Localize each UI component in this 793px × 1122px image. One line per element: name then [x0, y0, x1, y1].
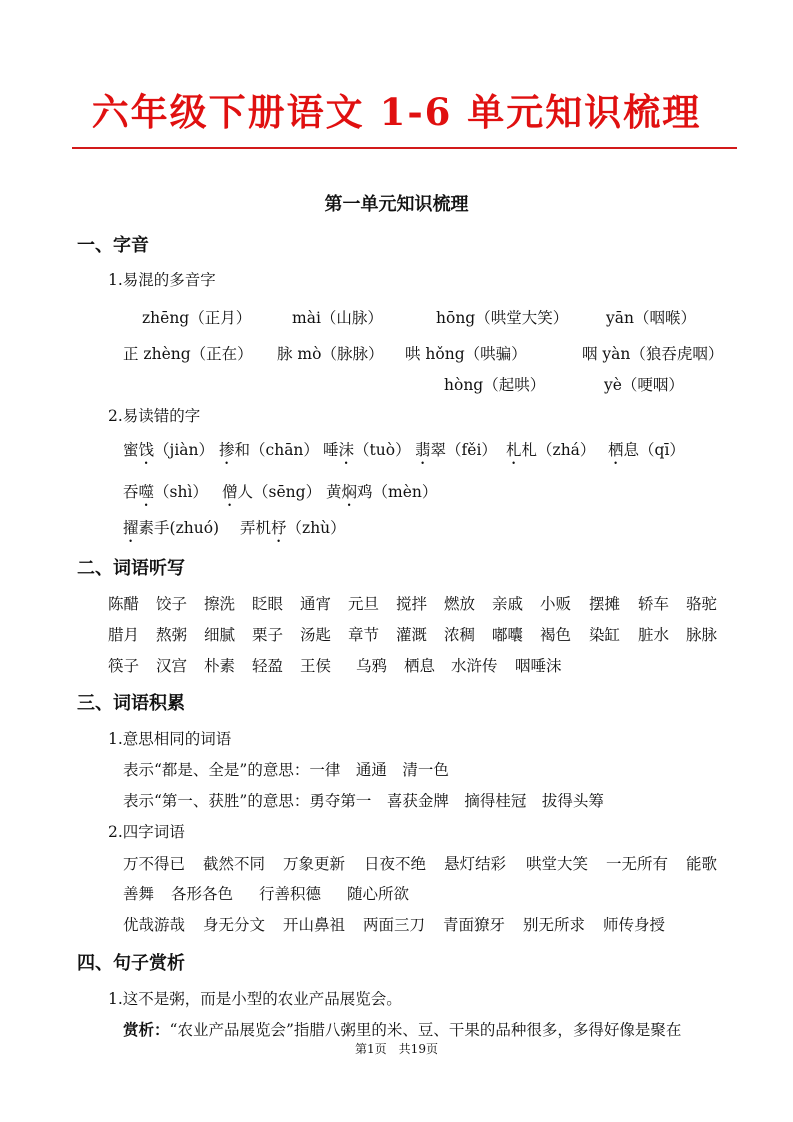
misread-entry [219, 438, 319, 468]
polyphone-entry: mài（山脉） [292, 309, 383, 327]
emphasized-char: 擢 [123, 519, 139, 537]
word-item: 擦洗 [204, 595, 236, 613]
misread-entry [608, 438, 685, 468]
word-item: 一无所有 [606, 855, 669, 873]
emphasized-char: 翡 [415, 441, 431, 459]
word-item: 浓稠 [444, 626, 476, 644]
emphasized-char: 掺 [219, 441, 235, 459]
pinyin: （sēng） [253, 483, 322, 501]
word: 僧人 [222, 483, 254, 501]
word-item: 各形各色 [171, 885, 234, 903]
pinyin: （tuò） [354, 441, 411, 459]
word-item: 脏水 [638, 626, 670, 644]
emphasized-char: 札 [506, 441, 522, 459]
word-item: 章节 [348, 626, 380, 644]
polyphone-entry: 正 zhèng（正在） [123, 345, 253, 363]
word-item: 筷子 [108, 657, 140, 675]
emphasized-char: 饯 [138, 441, 155, 459]
title-divider [72, 147, 737, 149]
word-item: 亲戚 [492, 595, 524, 613]
word-item: 元旦 [348, 595, 380, 613]
word-item: 汉宫 [156, 657, 188, 675]
unit-title: 第一单元知识梳理 [324, 194, 469, 215]
word: 擢素手 [123, 519, 170, 537]
sentence-item: 1.这不是粥，而是小型的农业产品展览会。 [108, 990, 402, 1008]
appreciation-text: “农业产品展览会”指腊八粥里的米、豆、干果的品种很多，多得好像是聚在 [169, 1021, 682, 1039]
word-item: 开山鼻祖 [283, 916, 346, 934]
word: 栖息 [608, 441, 640, 459]
word: 蜜饯 [123, 441, 155, 459]
misread-entry [123, 516, 219, 546]
polyphone-entry: 哄 hǒng（哄骗） [405, 345, 527, 363]
word-item: 悬灯结彩 [444, 855, 507, 873]
word-item: 乌鸦 [356, 657, 388, 675]
subheading-misread-chars: 2.易读错的字 [108, 407, 201, 425]
word-item: 行善积德 [259, 885, 322, 903]
word: 掺和 [219, 441, 251, 459]
emphasized-char: 焖 [341, 483, 358, 501]
pinyin: （mèn） [372, 483, 438, 501]
word-item: 水浒传 [451, 657, 498, 675]
page-footer: 第1页 共19页 [355, 1042, 438, 1056]
emphasized-char: 栖 [608, 441, 624, 459]
appreciation-label: 赏析： [123, 1020, 170, 1039]
word-item: 轿车 [638, 595, 670, 613]
word-item: 万象更新 [283, 855, 346, 873]
word-item: 截然不同 [203, 855, 266, 873]
word-item: 别无所求 [523, 916, 586, 934]
misread-entry [123, 438, 214, 468]
misread-entry [323, 438, 411, 468]
word-item: 师传身授 [603, 916, 666, 934]
polyphone-entry: yè（哽咽） [604, 376, 684, 394]
section-heading-vocabulary: 三、词语积累 [77, 693, 185, 714]
word-item: 汤匙 [300, 626, 332, 644]
word-item: 小贩 [540, 595, 572, 613]
word-item: 朴素 [204, 657, 236, 675]
emphasized-char: 杼 [271, 519, 287, 537]
word-item: 陈醋 [108, 595, 140, 613]
polyphone-entry: yān（咽喉） [606, 309, 696, 327]
section-heading-dictation: 二、词语听写 [77, 558, 185, 579]
word-item: 摆摊 [589, 595, 621, 613]
word-item: 栖息 [404, 657, 436, 675]
word: 翡翠 [415, 441, 447, 459]
word: 唾沫 [323, 441, 355, 459]
pinyin: （zhá） [537, 441, 596, 459]
word-item: 嘟囔 [492, 626, 524, 644]
section-heading-sentences: 四、句子赏析 [77, 953, 185, 974]
pinyin: （jiàn） [154, 441, 215, 459]
word-item: 饺子 [156, 595, 188, 613]
pinyin: （fěi） [446, 441, 497, 459]
emphasized-char: 僧 [222, 483, 238, 501]
word-item: 王侯 [300, 657, 332, 675]
polyphone-entry: 脉 mò（脉脉） [277, 345, 384, 363]
word-item: 能歌 [686, 855, 718, 873]
word-item: 哄堂大笑 [526, 855, 589, 873]
document-title: 六年级下册语文 1-6 单元知识梳理 [91, 90, 702, 134]
misread-entry [240, 516, 346, 546]
polyphone-entry: zhēng（正月） [142, 309, 252, 327]
synonym-line: 表示“都是、全是”的意思：一律 通通 清一色 [123, 761, 449, 779]
pinyin: （shì） [154, 483, 208, 501]
word-item: 腊月 [108, 626, 140, 644]
synonym-line: 表示“第一、获胜”的意思：勇夺第一 喜获金牌 摘得桂冠 拔得头筹 [123, 792, 604, 810]
word-item: 日夜不绝 [364, 855, 427, 873]
misread-entry [222, 480, 321, 510]
word-item: 善舞 [123, 885, 155, 903]
word-item: 随心所欲 [347, 885, 410, 903]
polyphone-entry: hōng（哄堂大笑） [436, 309, 569, 327]
word-item: 脉脉 [686, 626, 718, 644]
subheading-synonyms: 1.意思相同的词语 [108, 730, 232, 748]
word-item: 细腻 [204, 626, 236, 644]
polyphone-entry: 咽 yàn（狼吞虎咽） [582, 345, 724, 363]
word-item: 通宵 [300, 595, 332, 613]
word-item: 熬粥 [156, 626, 188, 644]
subheading-polyphones: 1.易混的多音字 [108, 271, 216, 289]
appreciation-line [123, 1018, 681, 1040]
emphasized-char: 沫 [338, 441, 355, 459]
word-item: 栗子 [252, 626, 284, 644]
word: 黄焖鸡 [326, 483, 373, 501]
word-item: 褐色 [540, 626, 572, 644]
pinyin: （chān） [250, 441, 319, 459]
word-item: 万不得已 [123, 855, 186, 873]
word-item: 轻盈 [252, 657, 284, 675]
polyphone-entry: hòng（起哄） [444, 376, 546, 394]
subheading-idioms: 2.四字词语 [108, 823, 185, 841]
word: 札札 [506, 441, 538, 459]
misread-entry [415, 438, 497, 468]
word-item: 染缸 [589, 626, 621, 644]
word: 吞噬 [123, 483, 155, 501]
word-item: 咽唾沫 [515, 657, 562, 675]
word-item: 眨眼 [252, 595, 284, 613]
word-item: 燃放 [444, 595, 476, 613]
misread-entry [506, 438, 595, 468]
section-heading-pronunciation: 一、字音 [77, 235, 149, 256]
word: 弄机杼 [240, 519, 287, 537]
pinyin: （zhù） [286, 519, 346, 537]
word-item: 两面三刀 [363, 916, 426, 934]
misread-entry [326, 480, 437, 510]
word-item: 优哉游哉 [123, 916, 186, 934]
emphasized-char: 噬 [138, 483, 155, 501]
word-item: 身无分文 [203, 916, 266, 934]
word-item: 灌溉 [396, 626, 428, 644]
misread-entry [123, 480, 208, 510]
pinyin: (zhuó) [169, 519, 220, 537]
word-item: 青面獠牙 [443, 916, 506, 934]
word-item: 骆驼 [686, 595, 718, 613]
pinyin: （qī） [639, 441, 685, 459]
word-item: 搅拌 [396, 595, 428, 613]
